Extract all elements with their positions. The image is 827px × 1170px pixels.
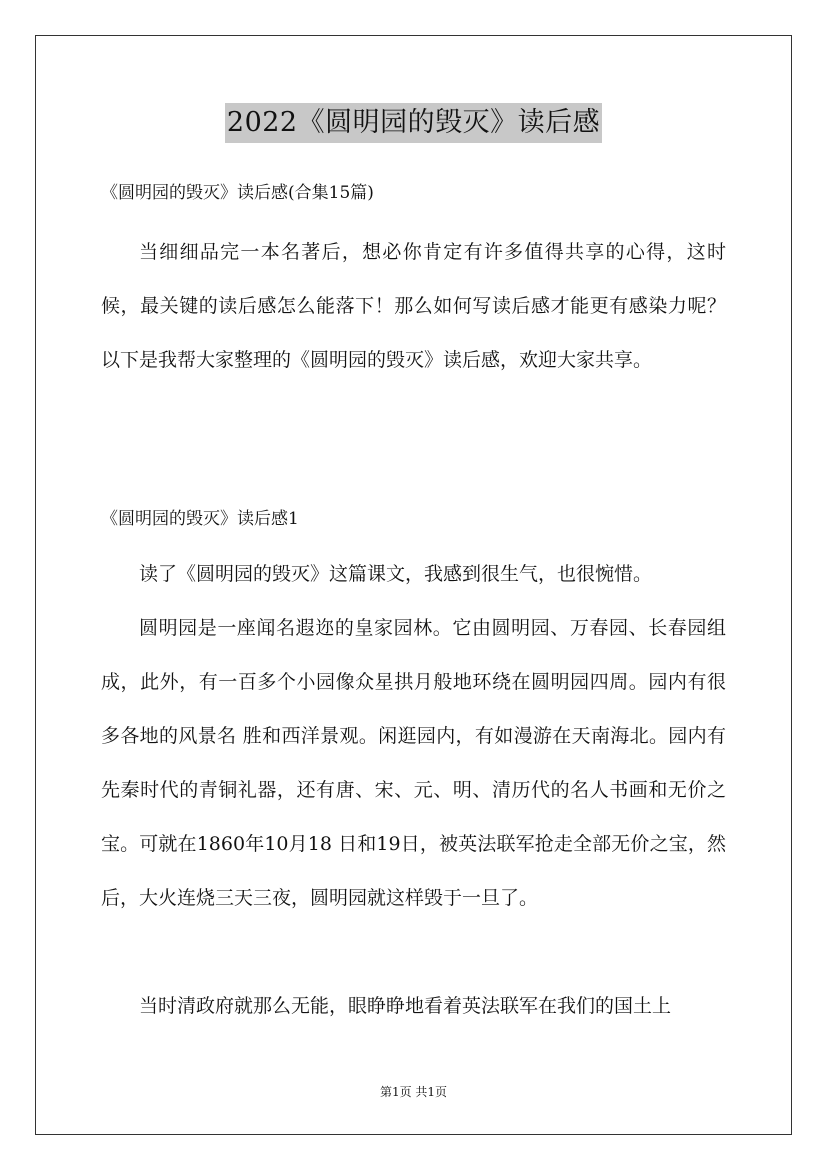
body-paragraph-3: 当时清政府就那么无能，眼睁睁地看着英法联军在我们的国土上 — [139, 995, 672, 1017]
intro-paragraph: 当细细品完一本名著后，想必你肯定有许多值得共享的心得，这时候，最关键的读后感怎么能落下！那么如何写读后感才能更有感染力呢？以下是我帮大家整理的《圆明园的毁灭》读后感，欢迎大家共享。 — [101, 241, 726, 371]
section-heading: 《圆明园的毁灭》读后感1 — [101, 509, 299, 529]
page-footer: 第1页 共1页 — [379, 1085, 448, 1099]
page-title: 2022《圆明园的毁灭》读后感 — [225, 103, 602, 143]
body-paragraph-2: 圆明园是一座闻名遐迩的皇家园林。它由圆明园、万春园、长春园组成，此外，有一百多个小园像众星拱月般地环绕在圆明园四周。园内有很多各地的风景名 胜和西洋景观。闲逛园内，有如漫游在天南海北。园内有先秦时代的青铜礼器，还有唐、宋、元、明、清历代的名人书画和无价之宝。可就在1860年10月18 日和19日，被英法联军抢走全部无价之宝，然后，大火连烧三天三夜，圆明园就这样毁于一旦了。 — [101, 617, 726, 909]
body-paragraph-1: 读了《圆明园的毁灭》这篇课文，我感到很生气，也很惋惜。 — [139, 563, 653, 585]
document-subtitle: 《圆明园的毁灭》读后感(合集15篇) — [101, 183, 374, 203]
title-container — [0, 103, 827, 143]
